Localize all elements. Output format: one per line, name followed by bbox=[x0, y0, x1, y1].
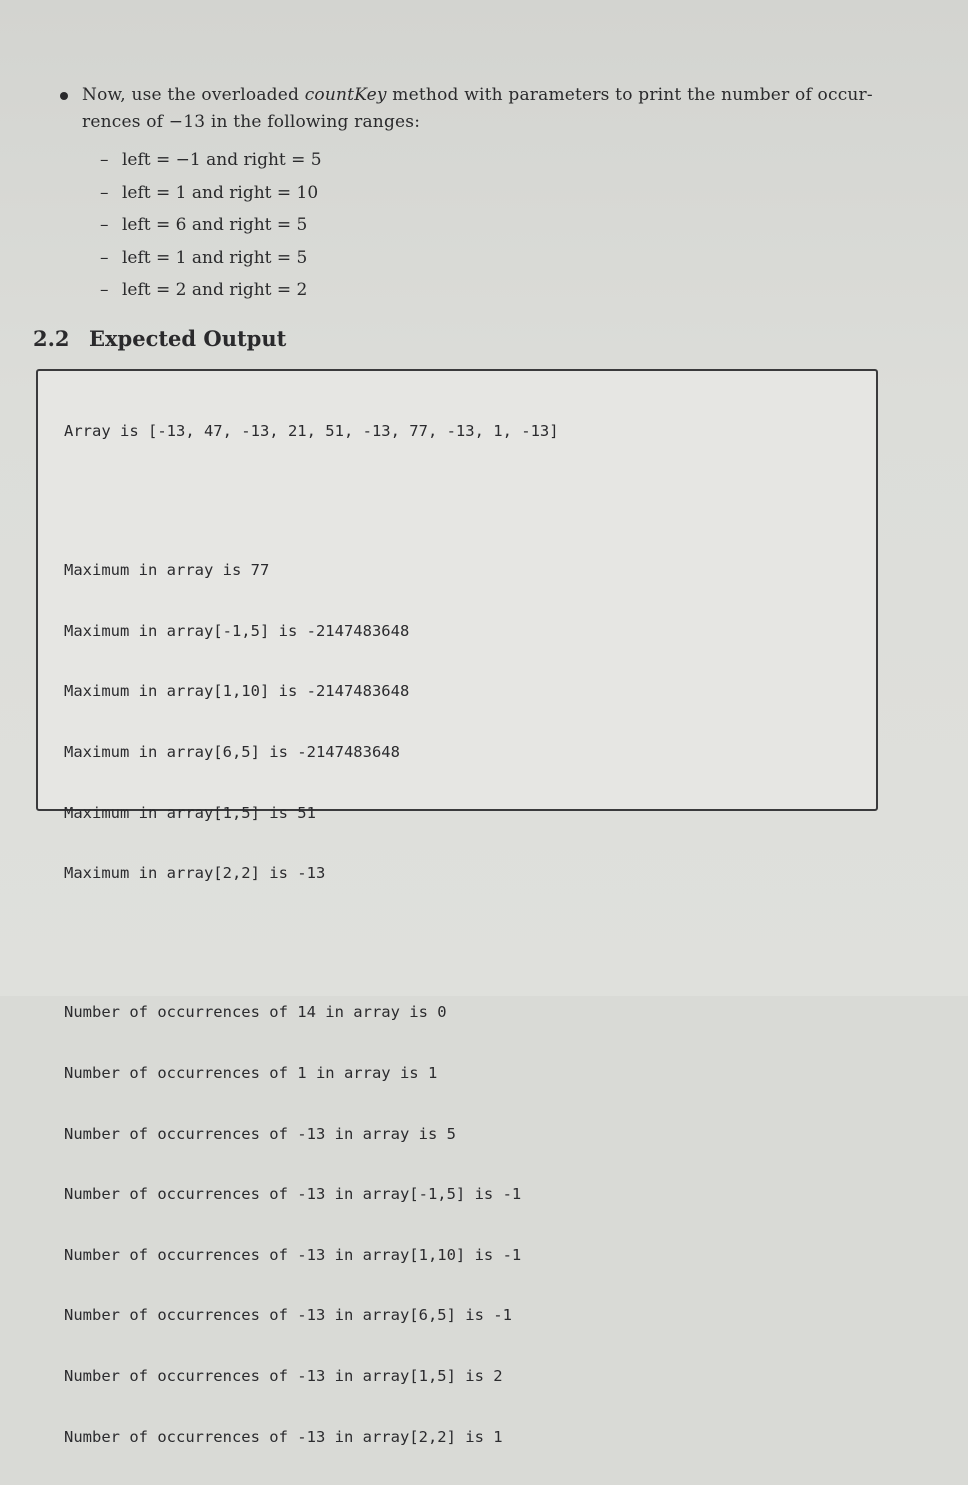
occurrence-line: Number of occurrences of -13 in array[1,10] is -1 bbox=[64, 1245, 522, 1264]
occurrence-line: Number of occurrences of 14 in array is 0 bbox=[64, 1003, 447, 1022]
section-title: Expected Output bbox=[89, 326, 287, 351]
range-item bbox=[100, 274, 322, 307]
expected-output-box bbox=[36, 369, 878, 1446]
occurrence-line: Number of occurrences of -13 in array is 5 bbox=[64, 1124, 456, 1143]
range-text: left = −1 and right = 5 bbox=[122, 150, 322, 170]
range-item bbox=[100, 209, 322, 242]
array-line: Array is [-13, 47, -13, 21, 51, -13, 77, -13, 1, -13] bbox=[64, 422, 559, 440]
range-text: left = 1 and right = 5 bbox=[122, 247, 308, 268]
instruction-bullet bbox=[60, 82, 900, 136]
blank-line bbox=[64, 480, 559, 505]
range-dash: – bbox=[100, 247, 109, 268]
range-dash: – bbox=[100, 215, 109, 236]
maximum-line: Maximum in array[6,5] is -2147483648 bbox=[64, 742, 400, 761]
range-list bbox=[100, 144, 322, 307]
range-text: left = 2 and right = 2 bbox=[122, 280, 308, 301]
occurrence-line: Number of occurrences of -13 in array[1,5] is 2 bbox=[64, 1366, 503, 1385]
occurrence-line: Number of occurrences of 1 in array is 1 bbox=[64, 1063, 438, 1082]
maximum-line: Maximum in array[1,5] is 51 bbox=[64, 803, 316, 822]
occurrence-line: Number of occurrences of -13 in array[2,2] is 1 bbox=[64, 1427, 503, 1446]
occurrence-line: Number of occurrences of -13 in array[-1,5] is -1 bbox=[64, 1185, 522, 1204]
occurrence-line: Number of occurrences of -13 in array[6,5] is -1 bbox=[64, 1306, 512, 1325]
method-name: countKey bbox=[304, 85, 387, 105]
output-lines bbox=[64, 383, 559, 1485]
range-dash: – bbox=[100, 280, 109, 301]
range-dash: – bbox=[100, 150, 109, 170]
range-item bbox=[100, 242, 322, 275]
range-item bbox=[100, 144, 322, 177]
range-text: left = 1 and right = 10 bbox=[122, 182, 319, 203]
instruction-suffix: method with parameters to print the number of occur- rences of −13 in the following ranges: bbox=[82, 85, 873, 132]
section-number: 2.2 bbox=[33, 326, 70, 351]
maximum-line: Maximum in array[1,10] is -2147483648 bbox=[64, 682, 410, 701]
range-dash: – bbox=[100, 182, 109, 203]
range-text: left = 6 and right = 5 bbox=[122, 215, 308, 236]
maximum-line: Maximum in array[2,2] is -13 bbox=[64, 864, 326, 883]
maximum-line: Maximum in array[-1,5] is -2147483648 bbox=[64, 621, 410, 640]
blank-line bbox=[64, 922, 559, 947]
instruction-text bbox=[82, 82, 900, 136]
section-heading bbox=[33, 326, 286, 351]
range-item bbox=[100, 177, 322, 210]
instruction-prefix: Now, use the overloaded bbox=[82, 85, 305, 105]
maximum-line: Maximum in array is 77 bbox=[64, 561, 270, 580]
bullet-dot-icon bbox=[60, 92, 68, 100]
